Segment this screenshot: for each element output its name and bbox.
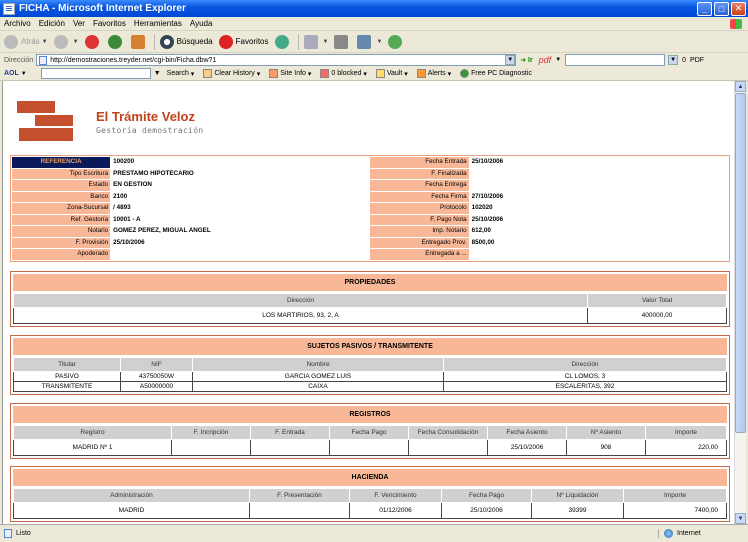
menu-herramientas[interactable]: Herramientas bbox=[133, 19, 182, 28]
info-label: REFERENCIA bbox=[12, 157, 110, 168]
edit-button[interactable]: ▼ bbox=[357, 35, 382, 49]
info-row bbox=[12, 203, 728, 214]
info-label: Fecha Firma bbox=[370, 192, 468, 203]
menu-favoritos[interactable]: Favoritos bbox=[92, 19, 126, 28]
info-label: Ref. Gestoría bbox=[12, 215, 110, 226]
table-row: LOS MARTIRIOS, 93, 2, A 400000,00 bbox=[14, 308, 727, 324]
page-status-icon bbox=[4, 529, 12, 538]
internet-zone-icon bbox=[664, 529, 673, 538]
address-input[interactable] bbox=[36, 54, 516, 66]
back-arrow-icon bbox=[4, 35, 18, 49]
info-row bbox=[12, 249, 728, 260]
info-label: Notario bbox=[12, 226, 110, 237]
stop-icon bbox=[85, 35, 99, 49]
page-icon bbox=[39, 56, 47, 65]
propiedades-section bbox=[10, 271, 730, 327]
popup-blocker-icon bbox=[320, 69, 329, 78]
info-value: 25/10/2006 bbox=[113, 238, 145, 246]
table-row: MADRID 01/12/2006 25/10/2006 39399 7400,00 bbox=[14, 503, 727, 519]
refresh-icon bbox=[108, 35, 122, 49]
info-value bbox=[470, 249, 728, 260]
info-label: Apoderado bbox=[12, 249, 110, 260]
aol-dropdown-icon[interactable]: ▼ bbox=[20, 70, 27, 77]
pdf-dropdown-icon[interactable]: ▼ bbox=[555, 57, 562, 63]
registros-title: REGISTROS bbox=[13, 406, 727, 423]
info-row bbox=[12, 238, 728, 249]
info-row bbox=[12, 180, 728, 191]
info-label: Protocolo bbox=[370, 203, 468, 214]
propiedades-title: PROPIEDADES bbox=[13, 274, 727, 291]
info-label: Entregada a ... bbox=[370, 249, 468, 260]
scroll-up-icon[interactable]: ▲ bbox=[735, 81, 746, 92]
edit-icon bbox=[357, 35, 371, 49]
aol-logo: AOL bbox=[4, 70, 19, 77]
col-valor-total: Valor Total bbox=[588, 294, 727, 308]
sujetos-section bbox=[10, 335, 730, 395]
vault-button[interactable]: Vault ▾ bbox=[376, 69, 408, 78]
ficha-info-table bbox=[10, 155, 730, 262]
col-direccion: Dirección bbox=[14, 294, 588, 308]
info-row bbox=[12, 169, 728, 180]
info-label: Estado bbox=[12, 180, 110, 191]
print-button[interactable] bbox=[334, 35, 351, 49]
menu-edicion[interactable]: Edición bbox=[38, 19, 65, 28]
go-button[interactable]: ➜ Ir bbox=[520, 57, 533, 64]
toolbar bbox=[0, 31, 748, 53]
table-row: PASIVO 43750050W GARCIA GOMEZ LUIS CL LOMOS, 3 bbox=[14, 372, 727, 382]
home-icon bbox=[131, 35, 145, 49]
info-value: 25/10/2006 bbox=[471, 215, 504, 223]
info-value: 100200 bbox=[113, 158, 135, 166]
info-value: 27/10/2006 bbox=[471, 192, 504, 200]
info-value bbox=[470, 180, 728, 191]
clear-history-button[interactable]: Clear History ▾ bbox=[203, 69, 260, 78]
table-row: TRANSMITENTE A50000000 CAIXA ESCALERITAS, 392 bbox=[14, 382, 727, 392]
back-button[interactable]: Atrás ▼ bbox=[4, 35, 48, 49]
aol-search-button[interactable]: Search ▾ bbox=[166, 70, 195, 78]
aol-search-dropdown-icon[interactable]: ▼ bbox=[153, 70, 161, 77]
info-row bbox=[12, 226, 728, 237]
address-url: http://demostraciones.treyder.net/cgi-bin/Ficha.dbw?1 bbox=[50, 56, 217, 64]
printer-icon bbox=[334, 35, 348, 49]
info-label: Banco bbox=[12, 192, 110, 203]
table-row: MADRID Nº 1 25/10/2006 908 220,00 bbox=[14, 440, 727, 456]
info-label: Fecha Entrega bbox=[370, 180, 468, 191]
stop-button[interactable] bbox=[85, 35, 102, 49]
info-value: 2100 bbox=[113, 192, 128, 200]
info-label: F. Finalizada bbox=[370, 169, 468, 180]
windows-logo-icon bbox=[730, 19, 742, 29]
pc-diagnostic-button[interactable]: Free PC Diagnostic bbox=[460, 69, 532, 78]
propiedades-table bbox=[13, 293, 727, 324]
menu-ver[interactable]: Ver bbox=[72, 19, 85, 28]
history-button[interactable] bbox=[275, 35, 292, 49]
security-zone: Internet bbox=[677, 530, 701, 537]
info-value: GOMEZ PEREZ, MIGUAL ANGEL bbox=[113, 227, 211, 235]
vault-icon bbox=[376, 69, 385, 78]
status-text: Listo bbox=[16, 530, 31, 537]
info-label: Fecha Entrada bbox=[370, 157, 468, 168]
minimize-button[interactable]: _ bbox=[697, 2, 712, 16]
menu-bar bbox=[0, 17, 748, 31]
info-label: Tipo Escritura bbox=[12, 169, 110, 180]
info-value bbox=[111, 249, 369, 260]
info-row bbox=[12, 192, 728, 203]
pdf-search-input[interactable] bbox=[565, 54, 665, 66]
info-label: F. Provisión bbox=[12, 238, 110, 249]
info-value: 8500,00 bbox=[471, 238, 495, 246]
hacienda-table: Administración F. Presentación F. Vencimiento Fecha Pago Nº Liquidación Importe MADRID 01/12/2006 25/10/2006 39399 7400,00 bbox=[13, 488, 727, 519]
maximize-button[interactable]: □ bbox=[714, 2, 729, 16]
info-label: F. Pago Nota bbox=[370, 215, 468, 226]
address-bar bbox=[0, 53, 748, 67]
favorites-button[interactable]: Favoritos bbox=[219, 35, 269, 49]
pdf-counter: 0 bbox=[682, 56, 687, 64]
messenger-button[interactable] bbox=[388, 35, 405, 49]
info-label: Zona-Sucursal bbox=[12, 203, 110, 214]
mail-button[interactable]: ▼ bbox=[304, 35, 329, 49]
refresh-button[interactable] bbox=[108, 35, 125, 49]
alerts-button[interactable]: Alerts ▾ bbox=[417, 69, 451, 78]
info-value: 10001 - A bbox=[113, 215, 141, 223]
info-value: 102020 bbox=[471, 204, 493, 212]
clear-history-icon bbox=[203, 69, 212, 78]
aol-toolbar bbox=[0, 67, 748, 81]
status-bar bbox=[0, 524, 748, 542]
scroll-down-icon[interactable]: ▼ bbox=[735, 513, 746, 524]
info-row bbox=[12, 157, 728, 168]
window-title: FICHA - Microsoft Internet Explorer bbox=[19, 3, 186, 14]
alerts-icon bbox=[417, 69, 426, 78]
vertical-scrollbar[interactable] bbox=[734, 81, 746, 524]
hacienda-section bbox=[10, 466, 730, 522]
ie-page-icon bbox=[3, 3, 15, 15]
menu-archivo[interactable]: Archivo bbox=[4, 19, 31, 28]
sujetos-title: SUJETOS PASIVOS / TRANSMITENTE bbox=[13, 338, 727, 355]
mail-icon bbox=[304, 35, 318, 49]
heart-icon bbox=[219, 35, 233, 49]
address-label: Dirección bbox=[4, 56, 34, 64]
scroll-thumb[interactable] bbox=[735, 93, 746, 433]
title-bar bbox=[0, 0, 748, 17]
registros-section bbox=[10, 403, 730, 459]
company-tagline: Gestoría demostración bbox=[96, 126, 204, 135]
info-label: Entregado Prov. bbox=[370, 238, 468, 249]
search-icon bbox=[160, 35, 174, 49]
info-row bbox=[12, 215, 728, 226]
pc-diagnostic-icon bbox=[460, 69, 469, 78]
hacienda-title: HACIENDA bbox=[13, 469, 727, 486]
menu-ayuda[interactable]: Ayuda bbox=[189, 19, 213, 28]
aol-search-input[interactable] bbox=[41, 68, 151, 79]
toolbar-separator bbox=[154, 34, 155, 50]
site-info-button[interactable]: Site Info ▾ bbox=[269, 69, 311, 78]
info-label: Imp. Notario bbox=[370, 226, 468, 237]
info-value: EN GESTION bbox=[113, 181, 152, 189]
info-value: 612,00 bbox=[471, 227, 491, 235]
info-value: PRESTAMO HIPOTECARIO bbox=[113, 169, 194, 177]
company-name: El Trámite Veloz bbox=[96, 109, 195, 124]
address-dropdown-icon[interactable]: ▼ bbox=[505, 55, 515, 65]
info-value: 25/10/2006 bbox=[471, 158, 504, 166]
close-button[interactable]: ✕ bbox=[731, 2, 746, 16]
sujetos-table: Titular NIF Nombre Dirección PASIVO 43750050W GARCIA GOMEZ LUIS CL LOMOS, 3 TRANSMITENTE A50000000 CAIXA ESCALERITAS, 392 bbox=[13, 357, 727, 392]
site-info-icon bbox=[269, 69, 278, 78]
page-content bbox=[2, 81, 734, 524]
forward-button[interactable]: ▼ bbox=[54, 35, 79, 49]
info-value: / 4893 bbox=[113, 204, 131, 212]
registros-table: Registro F. Incripción F. Entrada Fecha Pago Fecha Consolidación Fecha Asiento Nº Asiento Importe MADRID Nº 1 25/10/2006 908 220,00 bbox=[13, 425, 727, 456]
info-value bbox=[470, 169, 728, 180]
toolbar-separator bbox=[298, 34, 299, 50]
home-button[interactable] bbox=[131, 35, 148, 49]
pdf-search-dropdown-icon[interactable]: ▼ bbox=[668, 55, 678, 65]
search-button[interactable]: Búsqueda bbox=[160, 35, 213, 49]
pdf-label[interactable]: PDF bbox=[690, 56, 705, 64]
messenger-icon bbox=[388, 35, 402, 49]
pdf-button[interactable]: pdf bbox=[538, 55, 552, 65]
history-icon bbox=[275, 35, 289, 49]
forward-arrow-icon bbox=[54, 35, 68, 49]
popups-blocked-button[interactable]: 0 blocked ▾ bbox=[320, 69, 366, 78]
